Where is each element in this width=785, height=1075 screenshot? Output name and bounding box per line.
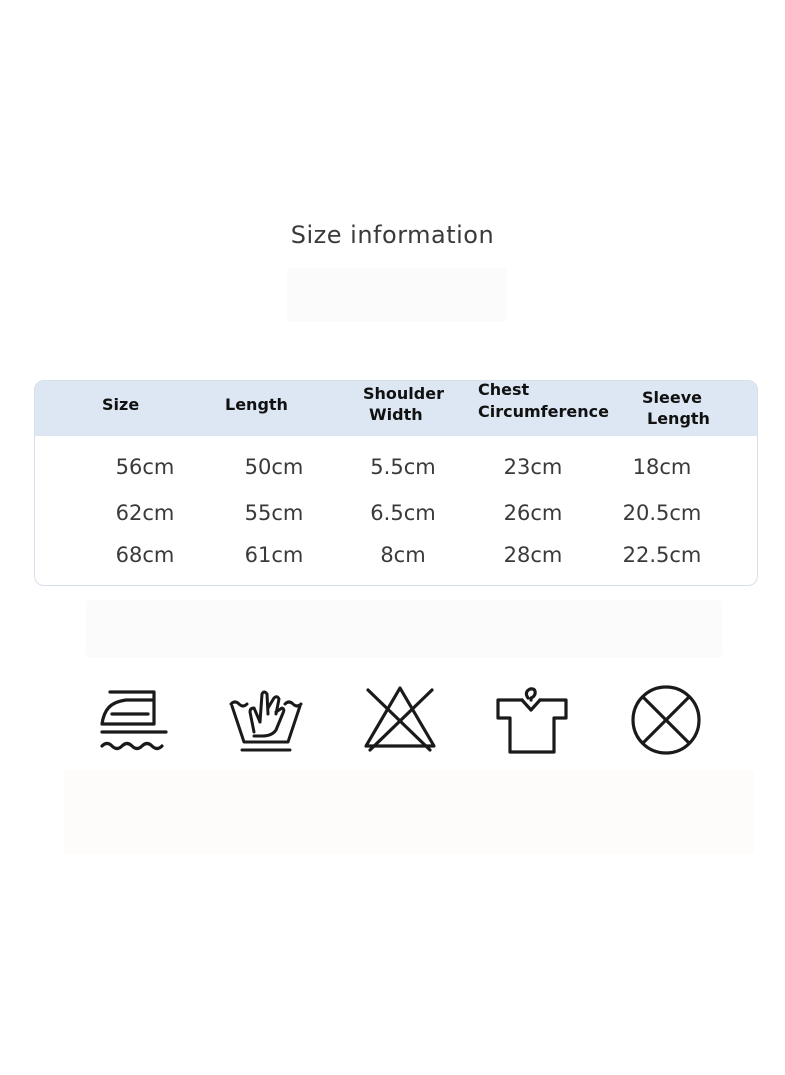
- cell-r2-length: 55cm: [244, 501, 304, 525]
- faint-placeholder-middle: [86, 600, 722, 658]
- do-not-tumble-dry-icon: [628, 684, 704, 756]
- cell-r1-shoulder: 5.5cm: [370, 455, 436, 479]
- cell-r1-size: 56cm: [115, 455, 175, 479]
- faint-placeholder-bottom: [64, 770, 754, 854]
- cell-r3-length: 61cm: [244, 543, 304, 567]
- faint-placeholder-top: [287, 268, 507, 322]
- cell-r2-shoulder: 6.5cm: [370, 501, 436, 525]
- iron-low-heat-icon: [96, 684, 172, 756]
- hand-wash-icon: [228, 684, 304, 756]
- cell-r2-size: 62cm: [115, 501, 175, 525]
- header-shoulder-width-line2: Width: [369, 405, 423, 424]
- header-sleeve-length-line2: Length: [647, 409, 710, 428]
- header-chest-circumference-line2: Circumference: [478, 402, 609, 421]
- cell-r3-size: 68cm: [115, 543, 175, 567]
- cell-r3-shoulder: 8cm: [380, 543, 426, 567]
- header-shoulder-width-line1: Shoulder: [363, 384, 444, 403]
- cell-r2-chest: 26cm: [503, 501, 563, 525]
- size-table: [34, 380, 758, 586]
- cell-r1-sleeve: 18cm: [632, 455, 692, 479]
- cell-r1-chest: 23cm: [503, 455, 563, 479]
- header-length: Length: [225, 395, 288, 414]
- do-not-bleach-icon: [362, 684, 438, 756]
- hang-dry-icon: [494, 684, 570, 756]
- page-title: Size information: [290, 221, 495, 249]
- header-sleeve-length-line1: Sleeve: [642, 388, 702, 407]
- cell-r3-chest: 28cm: [503, 543, 563, 567]
- cell-r2-sleeve: 20.5cm: [622, 501, 702, 525]
- cell-r1-length: 50cm: [244, 455, 304, 479]
- header-chest-circumference-line1: Chest: [478, 380, 530, 399]
- header-size: Size: [102, 395, 140, 414]
- cell-r3-sleeve: 22.5cm: [622, 543, 702, 567]
